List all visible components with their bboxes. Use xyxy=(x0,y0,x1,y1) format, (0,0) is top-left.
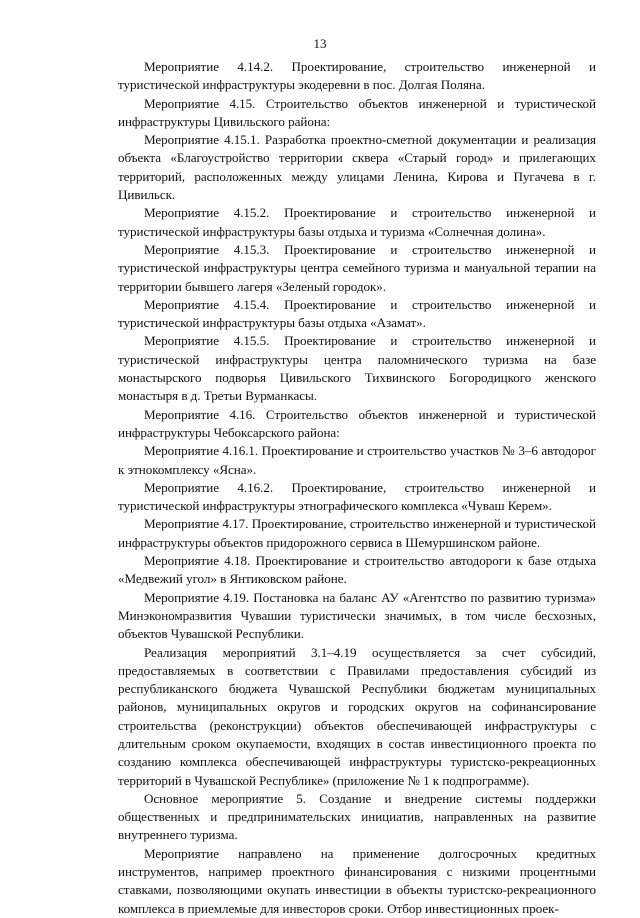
paragraph: Мероприятие 4.17. Проектирование, строительство инженерной и туристической инфраструктуры объектов придорожного сервиса в Шемуршинском районе. xyxy=(118,516,596,550)
paragraph: Мероприятие 4.18. Проектирование и строительство автодороги к базе отдыха «Медвежий угол» в Янтиковском районе. xyxy=(118,553,596,587)
paragraph: Мероприятие 4.15.1. Разработка проектно-сметной документации и реализация объекта «Благоустройство территории сквера «Старый город» и прилегающих территорий, расположенных между улицами Ленина, Кирова и Пугачева в г. Цивильск. xyxy=(118,132,596,203)
paragraph: Мероприятие 4.15.4. Проектирование и строительство инженерной и туристической инфраструктуры базы отдыха «Азамат». xyxy=(118,296,596,331)
paragraph: Основное мероприятие 5. Создание и внедрение системы поддержки общественных и предпринимательских инициатив, направленных на развитие внутреннего туризма. xyxy=(118,790,596,843)
paragraph: Мероприятие 4.15.2. Проектирование и строительство инженерной и туристической инфраструктуры базы отдыха и туризма «Солнечная долина». xyxy=(118,205,596,239)
page-number: 13 xyxy=(313,36,327,51)
paragraph: Мероприятие 4.14.2. Проектирование, строительство инженерной и туристической инфраструктуры экодеревни в пос. Долгая Поляна. xyxy=(118,59,596,93)
paragraph: Мероприятие направлено на применение долгосрочных кредитных инструментов, например проектного финансирования с низкими процентными ставками, позволяющими окупать инвестиции в объекты туристско-рекреационного комплекса в приемлемые для инвесторов сроки. Отбор инвестиционных проек- xyxy=(118,845,596,916)
paragraph: Реализация мероприятий 3.1–4.19 осуществляется за счет субсидий, предоставляемых в соответствии с Правилами предоставления субсидий из республиканского бюджета Чувашской Республики бюджетам муниципальных районов, муниципальных округов и городских округов на софинансирование строительства (реконструкции) объектов обеспечивающей инфраструктуры с длительным сроком окупаемости, входящих в состав инвестиционного проекта по созданию комплекса обеспечивающей инфраструктуры туристско-рекреационных территорий в Чувашской Республике» (приложение № 1 к подпрограмме). xyxy=(118,644,596,788)
paragraph: Мероприятие 4.19. Постановка на баланс АУ «Агентство по развитию туризма» Минэкономразвития Чувашии туристически значимых, в том числе бесхозных, объектов Чувашской Республики. xyxy=(118,589,596,642)
paragraph: Мероприятие 4.15.3. Проектирование и строительство инженерной и туристической инфраструктуры центра семейного туризма и мануальной терапии на территории бывшего лагеря «Зеленый городок». xyxy=(118,241,596,294)
document-body xyxy=(118,58,596,918)
paragraph: Мероприятие 4.16.2. Проектирование, строительство инженерной и туристической инфраструктуры этнографического комплекса «Чуваш Керем». xyxy=(118,479,596,514)
paragraph: Мероприятие 4.15.5. Проектирование и строительство инженерной и туристической инфраструктуры центра паломнического туризма на базе монастырского подворья Цивильского Тихвинского Богородицкого женского монастыря в д. Третьи Вурманкасы. xyxy=(118,333,596,404)
paragraph: Мероприятие 4.15. Строительство объектов инженерной и туристической инфраструктуры Цивильского района: xyxy=(118,95,596,129)
paragraph: Мероприятие 4.16. Строительство объектов инженерной и туристической инфраструктуры Чебоксарского района: xyxy=(118,406,596,440)
paragraph: Мероприятие 4.16.1. Проектирование и строительство участков № 3–6 автодорог к этнокомплексу «Ясна». xyxy=(118,443,596,477)
